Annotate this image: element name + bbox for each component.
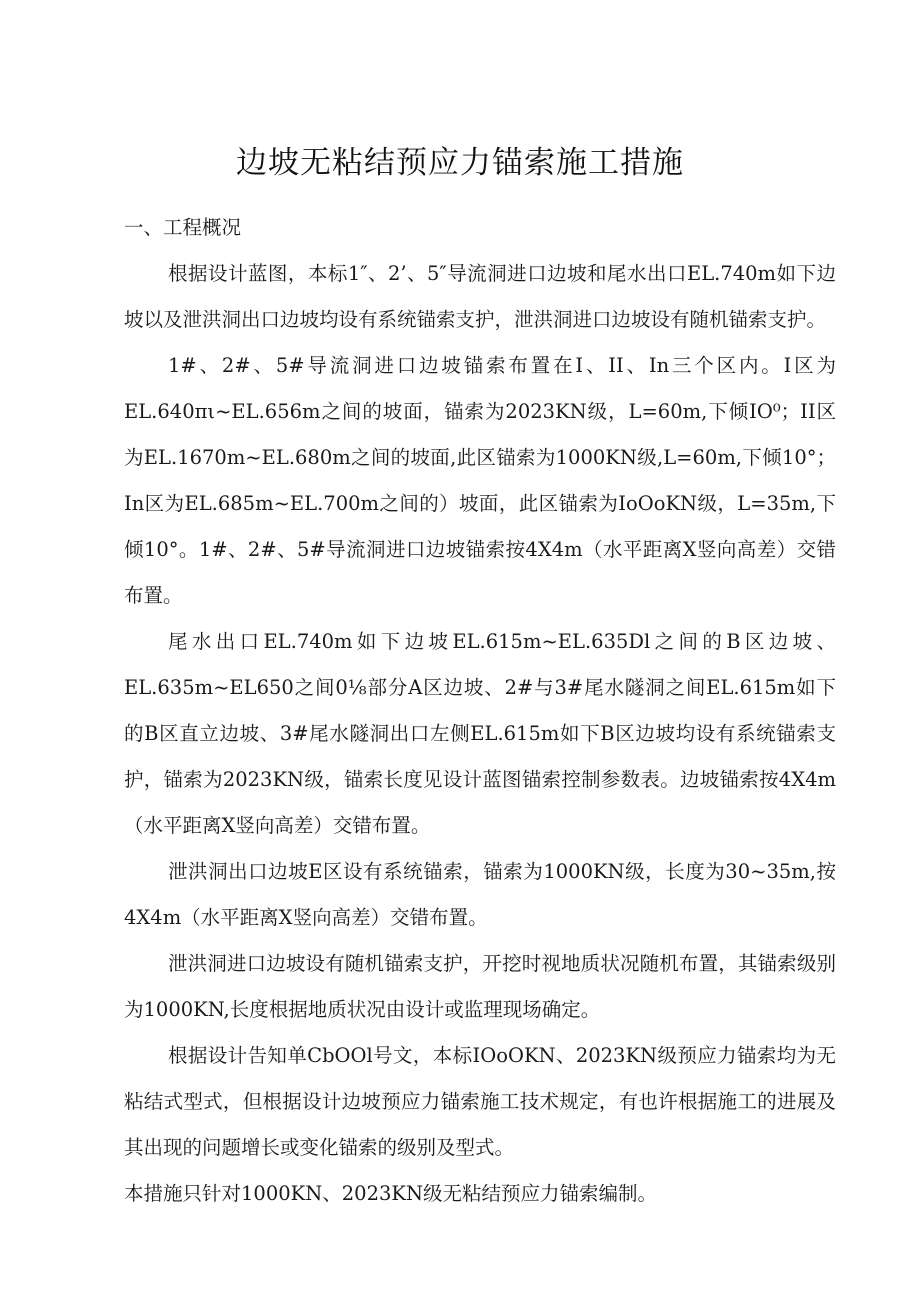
paragraph: 根据设计蓝图，本标1″、2’、5″导流洞进口边坡和尾水出口EL.740m如下边坡以及泄洪洞出口边坡均设有系统锚索支护，泄洪洞进口边坡设有随机锚索支护。 (124, 262, 836, 331)
paragraph: 泄洪洞进口边坡设有随机锚索支护，开挖时视地质状况随机布置，其锚索级别为1000KN,长度根据地质状况由设计或监理现场确定。 (124, 952, 836, 1021)
paragraph: 根据设计告知单CbOOl号文，本标IOoOKN、2023KN级预应力锚索均为无粘结式型式，但根据设计边坡预应力锚索施工技术规定，有也许根据施工的进展及其出现的问题增长或变化锚索的级别及型式。 (124, 1044, 836, 1159)
paragraph: 1#、2#、5#导流洞进口边坡锚索布置在I、II、In三个区内。I区为EL.640πι~EL.656m之间的坡面，锚索为2023KN级，L=60m,下倾IO⁰；II区为EL.1670m~EL.680m之间的坡面,此区锚索为1000KN级,L=60m,下倾10°；In区为EL.685m~EL.700m之间的）坡面，此区锚索为IoOoKN级，L=35m,下倾10°。1#、2#、5#导流洞进口边坡锚索按4X4m（水平距离X竖向高差）交错布置。 (124, 354, 836, 607)
paragraph: 尾水出口EL.740m如下边坡EL.615m~EL.635Dl之间的B区边坡、EL.635m~EL650之间0⅛部分A区边坡、2#与3#尾水隧洞之间EL.615m如下的B区直立边坡、3#尾水隧洞出口左侧EL.615m如下B区边坡均设有系统锚索支护，锚索为2023KN级，锚索长度见设计蓝图锚索控制参数表。边坡锚索按4X4m（水平距离X竖向高差）交错布置。 (124, 630, 836, 837)
section-heading: 一、工程概况 (124, 216, 242, 239)
paragraph: 泄洪洞出口边坡E区设有系统锚索，锚索为1000KN级，长度为30~35m,按4X4m（水平距离X竖向高差）交错布置。 (124, 860, 836, 929)
document-title: 边坡无粘结预应力锚索施工措施 (236, 145, 684, 181)
closing-paragraph: 本措施只针对1000KN、2023KN级无粘结预应力锚索编制。 (124, 1182, 658, 1205)
document-body (124, 205, 836, 1217)
